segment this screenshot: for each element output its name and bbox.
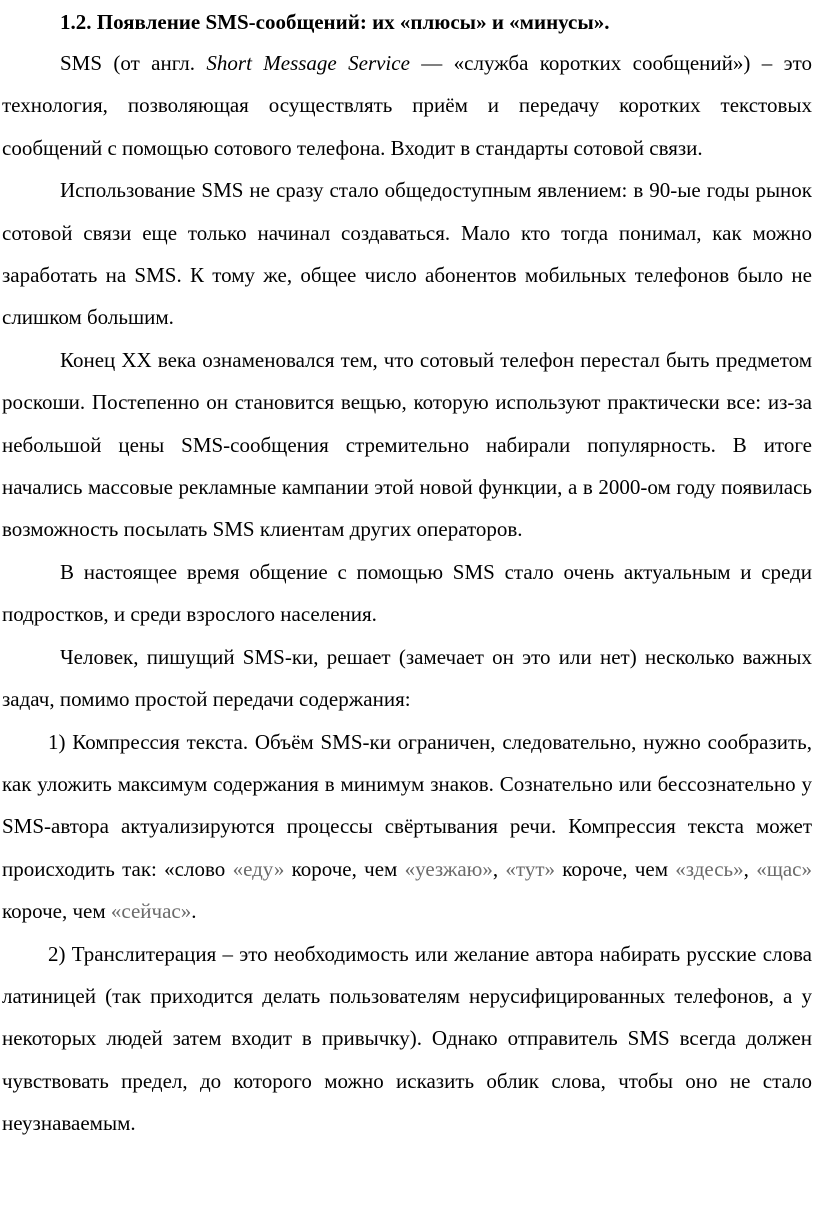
paragraph-tasks-intro: Человек, пишущий SMS-ки, решает (замечает он это или нет) несколько важных задач, помимо простой передачи содержания: bbox=[2, 644, 812, 712]
section-heading: 1.2. Появление SMS-сообщений: их «плюсы» и «минусы». bbox=[60, 10, 610, 34]
list-item-transliteration bbox=[2, 933, 812, 1145]
list-item-text: короче, чем bbox=[284, 856, 405, 881]
quoted-word: «еду» bbox=[232, 856, 285, 881]
quoted-word: «уезжаю» bbox=[404, 856, 493, 881]
quoted-word: «сейчас» bbox=[110, 899, 192, 924]
list-item-text: Компрессия текста. Объём SMS-ки ограничен, следовательно, нужно сообразить, как уложить максимум содержания в минимум знаков. Сознательно или бессознательно у SMS-автора актуализируются процессы свёртывания речи. Компрессия текста может происходить так: «слово bbox=[2, 729, 812, 881]
list-item-number: 1) bbox=[48, 729, 66, 754]
quoted-word: «здесь» bbox=[675, 856, 744, 881]
list-item-text: . bbox=[191, 899, 197, 924]
paragraph-present-time: В настоящее время общение с помощью SMS стало очень актуальным и среди подростков, и среди взрослого населения. bbox=[2, 559, 812, 627]
paragraph-end-of-century: Конец XX века ознаменовался тем, что сотовый телефон перестал быть предметом роскоши. Постепенно он становится вещью, которую используют практически все: из-за небольшой цены SMS-сообщения стремительно набирали популярность. В итоге начались массовые рекламные кампании этой новой функции, а в 2000-ом году появилась возможность посылать SMS клиентам других операторов. bbox=[2, 347, 812, 542]
p1-text-start: SMS (от англ. bbox=[60, 51, 207, 75]
paragraph-sms-usage: Использование SMS не сразу стало общедоступным явлением: в 90-ые годы рынок сотовой связи еще только начинал создаваться. Мало кто тогда понимал, как можно заработать на SMS. К тому же, общее число абонентов мобильных телефонов было не слишком большим. bbox=[2, 178, 812, 330]
list-item-compression bbox=[2, 721, 812, 933]
document-body bbox=[2, 42, 812, 1145]
p1-text-end: — «служба коротких сообщений») – это технология, позволяющая осуществлять приём и передачу коротких текстовых сообщений с помощью сотового телефона. Входит в стандарты сотовой связи. bbox=[2, 51, 813, 160]
paragraph-sms-definition bbox=[2, 42, 812, 169]
list-item-text: , bbox=[492, 856, 506, 881]
list-item-text: Транслитерация – это необходимость или желание автора набирать русские слова латиницей (так приходится делать пользователям нерусифицированных телефонов, а у некоторых людей затем входит в привычку). Однако отправитель SMS всегда должен чувствовать предел, до которого можно исказить облик слова, чтобы оно не стало неузнаваемым. bbox=[2, 941, 812, 1136]
list-item-text: , bbox=[743, 856, 757, 881]
quoted-word: «тут» bbox=[505, 856, 555, 881]
quoted-word: «щас» bbox=[756, 856, 812, 881]
list-item-number: 2) bbox=[48, 941, 66, 966]
p1-english-term: Short Message Service bbox=[206, 51, 410, 75]
list-item-text: короче, чем bbox=[2, 899, 111, 924]
list-item-text: короче, чем bbox=[555, 856, 676, 881]
